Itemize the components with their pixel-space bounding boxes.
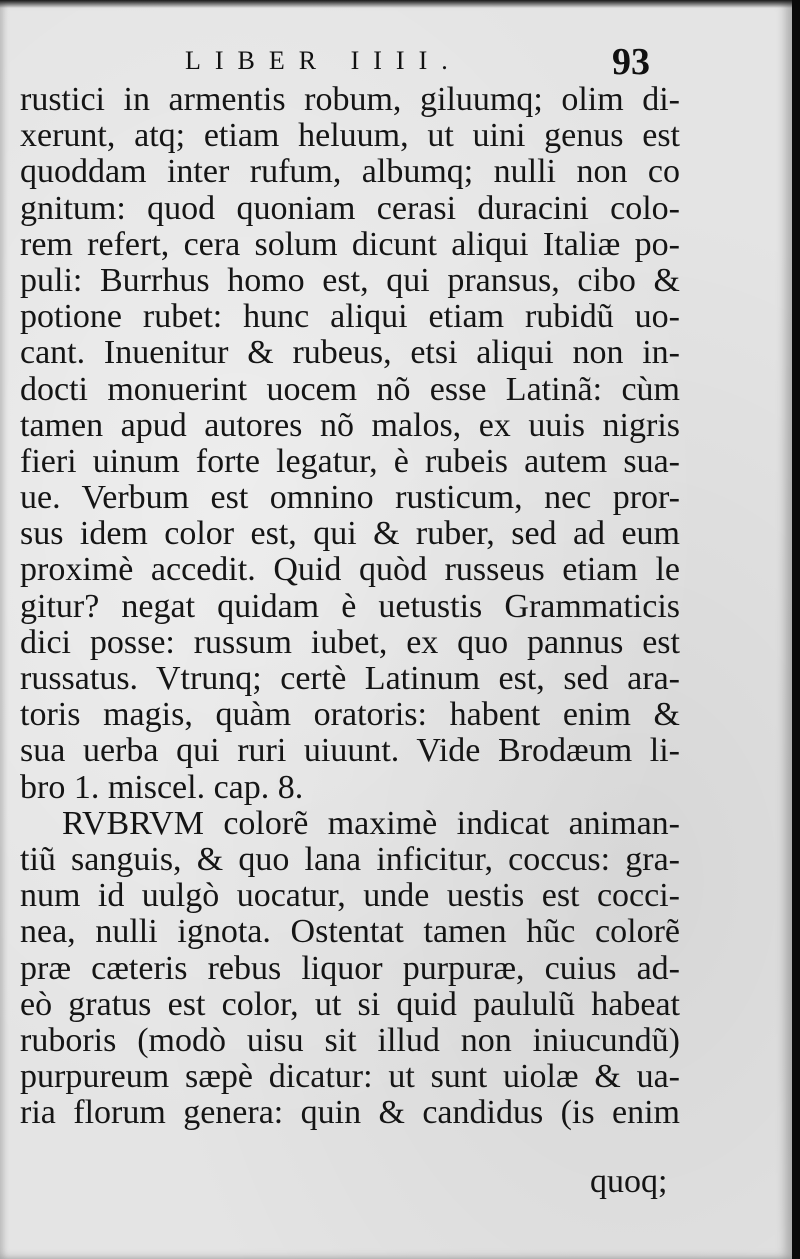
scan-right-edge xyxy=(792,0,800,1259)
text-line: RVBRVM colorẽ maximè indicat animan- xyxy=(62,804,680,842)
scan-top-edge xyxy=(0,0,800,8)
text-line: præ cæteris rebus liquor purpuræ, cuius ad- xyxy=(20,949,680,987)
text-line: ue. Verbum est omnino rusticum, nec pror- xyxy=(20,479,680,517)
text-line: quoddam inter rufum, albumq; nulli non co xyxy=(20,153,680,191)
text-line: nea, nulli ignota. Ostentat tamen hũc colorẽ xyxy=(20,913,680,951)
text-line: gnitum: quod quoniam cerasi duracini colo- xyxy=(20,189,680,227)
text-line: docti monuerint uocem nõ esse Latinã: cùm xyxy=(20,370,680,408)
text-line: fieri uinum forte legatur, è rubeis autem sua- xyxy=(20,442,680,480)
text-line: proximè accedit. Quid quòd russeus etiam le xyxy=(20,551,680,589)
text-line: sus idem color est, qui & ruber, sed ad eum xyxy=(20,515,680,553)
body-text xyxy=(20,82,680,1131)
text-line: bro 1. miscel. cap. 8. xyxy=(20,768,304,806)
text-line: ruboris (modò uisu sit illud non iniucundũ) xyxy=(20,1021,680,1059)
text-line: tiũ sanguis, & quo lana inficitur, coccus: gra- xyxy=(20,840,680,878)
text-line: puli: Burrhus homo est, qui pransus, cibo & xyxy=(20,261,680,299)
text-line: sua uerba qui ruri uiuunt. Vide Brodæum li- xyxy=(20,732,680,770)
text-line: russatus. Vtrunq; certè Latinum est, sed ara- xyxy=(20,660,680,697)
text-line: cant. Inuenitur & rubeus, etsi aliqui non in- xyxy=(20,334,680,372)
text-line: rem refert, cera solum dicunt aliqui Italiæ po- xyxy=(20,225,680,263)
text-line: xerunt, atq; etiam heluum, ut uini genus est xyxy=(20,117,680,155)
text-line: toris magis, quàm oratoris: habent enim & xyxy=(20,696,680,734)
running-title: LIBER IIII. xyxy=(185,46,462,75)
text-line: potione rubet: hunc aliqui etiam rubidũ uo- xyxy=(20,298,680,336)
text-line: gitur? negat quidam è uetustis Grammaticis xyxy=(20,587,680,625)
text-line: num id uulgò uocatur, unde uestis est cocci- xyxy=(20,877,680,915)
text-line: dici posse: russum iubet, ex quo pannus est xyxy=(20,623,680,661)
text-line: tamen apud autores nõ malos, ex uuis nigris xyxy=(20,406,680,444)
text-line: rustici in armentis robum, giluumq; olim di- xyxy=(20,81,680,118)
text-line: eò gratus est color, ut si quid paululũ habeat xyxy=(20,985,680,1023)
page-number: 93 xyxy=(612,41,650,83)
catchword: quoq; xyxy=(590,1163,668,1200)
text-line: ria florum genera: quin & candidus (is enim xyxy=(20,1094,680,1132)
text-line: purpureum sæpè dicatur: ut sunt uiolæ & ua- xyxy=(20,1058,680,1096)
